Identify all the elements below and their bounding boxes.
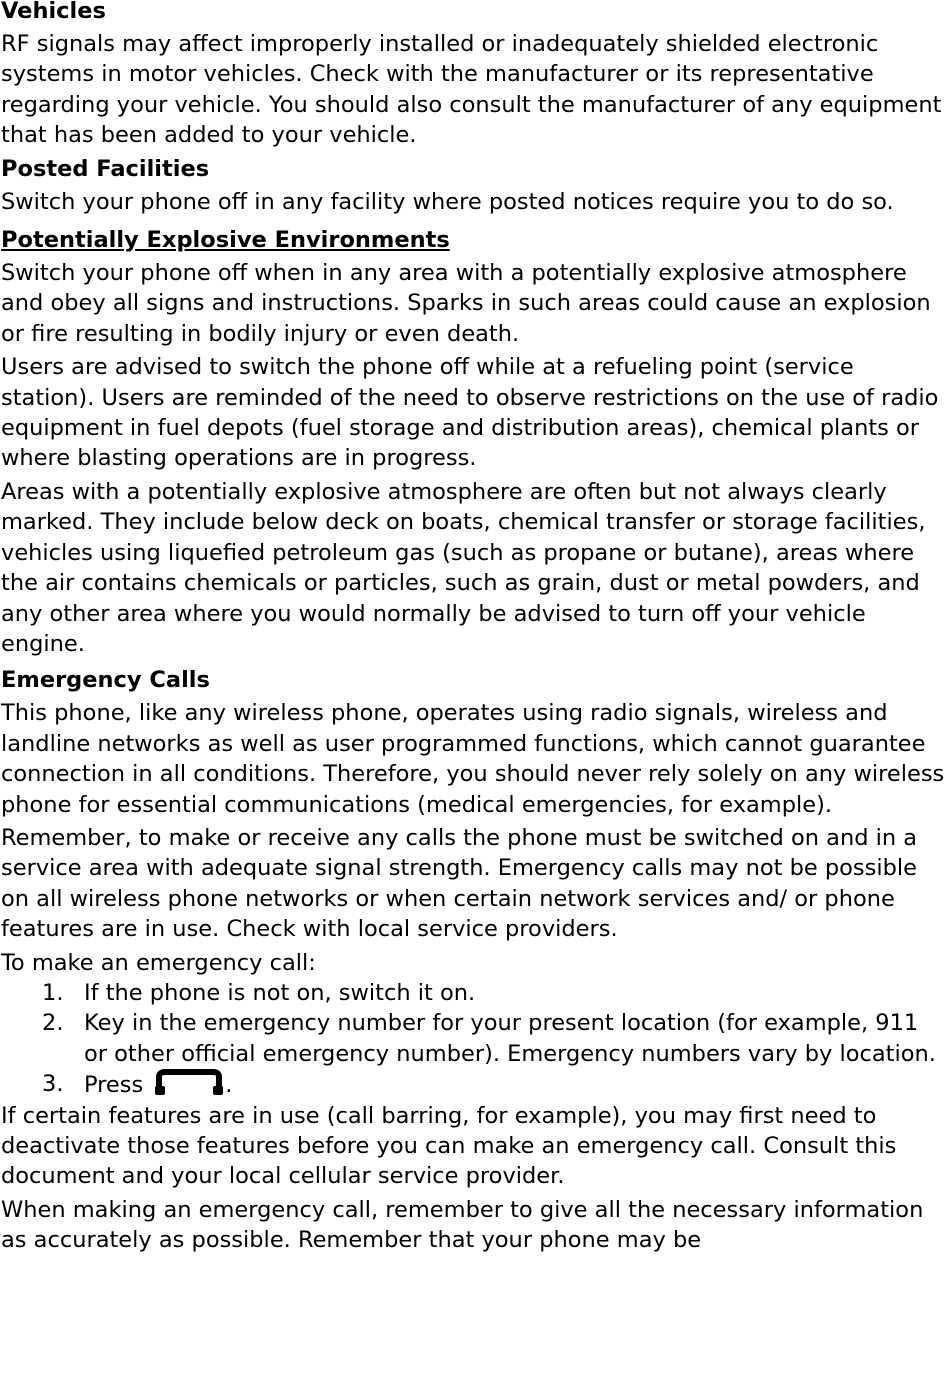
- list-item-suffix: .: [225, 1072, 233, 1099]
- call-key-icon: [153, 1069, 225, 1095]
- paragraph-emergency-2: Remember, to make or receive any calls the phone must be switched on and in a service area with adequate signal strength. Emergency calls may not be possible on all wireless phone networks or when certain network services and/ or phone features are in use. Check with local service providers.: [1, 824, 918, 943]
- list-item-number: 1.: [42, 979, 64, 1006]
- heading-emergency-calls: Emergency Calls: [1, 667, 210, 694]
- paragraph-emergency-1: This phone, like any wireless phone, operates using radio signals, wireless and landline networks as well as user programmed functions, which cannot guarantee connection in all conditions. Therefore, you should never rely solely on any wireless phone for essential communications (medical emergencies, for example).: [1, 700, 945, 818]
- paragraph-posted-facilities: Switch your phone off in any facility where posted notices require you to do so.: [1, 188, 894, 215]
- list-item-number: 3.: [42, 1071, 64, 1098]
- paragraph-explosive-1: Switch your phone off when in any area with a potentially explosive atmosphere and obey all signs and instructions. Sparks in such areas could cause an explosion or fire resulting in bodily injury or even death.: [1, 260, 931, 347]
- list-item: [1, 978, 945, 1008]
- heading-potentially-explosive-environments: Potentially Explosive Environments: [1, 227, 450, 254]
- paragraph-emergency-4: If certain features are in use (call barring, for example), you may first need to deactivate those features before you can make an emergency call. Consult this document and your local cellular service provider.: [1, 1102, 897, 1190]
- list-item-text: Press: [84, 1072, 144, 1099]
- document-page: [1, 0, 945, 1256]
- paragraph-explosive-2: Users are advised to switch the phone off while at a refueling point (service station). Users are reminded of the need to observe restrictions on the use of radio equipment in fuel depots (fuel storage and distribution areas), chemical plants or where blasting operations are in progress.: [1, 354, 939, 472]
- paragraph-vehicles: RF signals may affect improperly installed or inadequately shielded electronic systems in motor vehicles. Check with the manufacturer or its representative regarding your vehicle. You should also consult the manufacturer of any equipment that has been added to your vehicle.: [1, 31, 942, 149]
- paragraph-emergency-3: To make an emergency call:: [1, 949, 316, 976]
- list-item-number: 2.: [42, 1010, 64, 1037]
- heading-vehicles: Vehicles: [1, 0, 106, 24]
- list-item: [1, 1069, 945, 1100]
- paragraph-emergency-5: When making an emergency call, remember to give all the necessary information as accurately as possible. Remember that your phone may be: [1, 1196, 924, 1254]
- heading-posted-facilities: Posted Facilities: [1, 155, 210, 182]
- paragraph-explosive-3: Areas with a potentially explosive atmosphere are often but not always clearly marked. They include below deck on boats, chemical transfer or storage facilities, vehicles using liquefied petroleum gas (such as propane or butane), areas where the air contains chemicals or particles, such as grain, dust or metal powders, and any other area where you would normally be advised to turn off your vehicle engine.: [1, 478, 926, 657]
- list-item: [1, 1008, 945, 1069]
- list-item-text: If the phone is not on, switch it on.: [84, 979, 476, 1006]
- list-item-text: Key in the emergency number for your present location (for example, 911 or other official emergency number). Emergency numbers vary by location.: [84, 1010, 936, 1067]
- emergency-steps-list: [1, 978, 945, 1101]
